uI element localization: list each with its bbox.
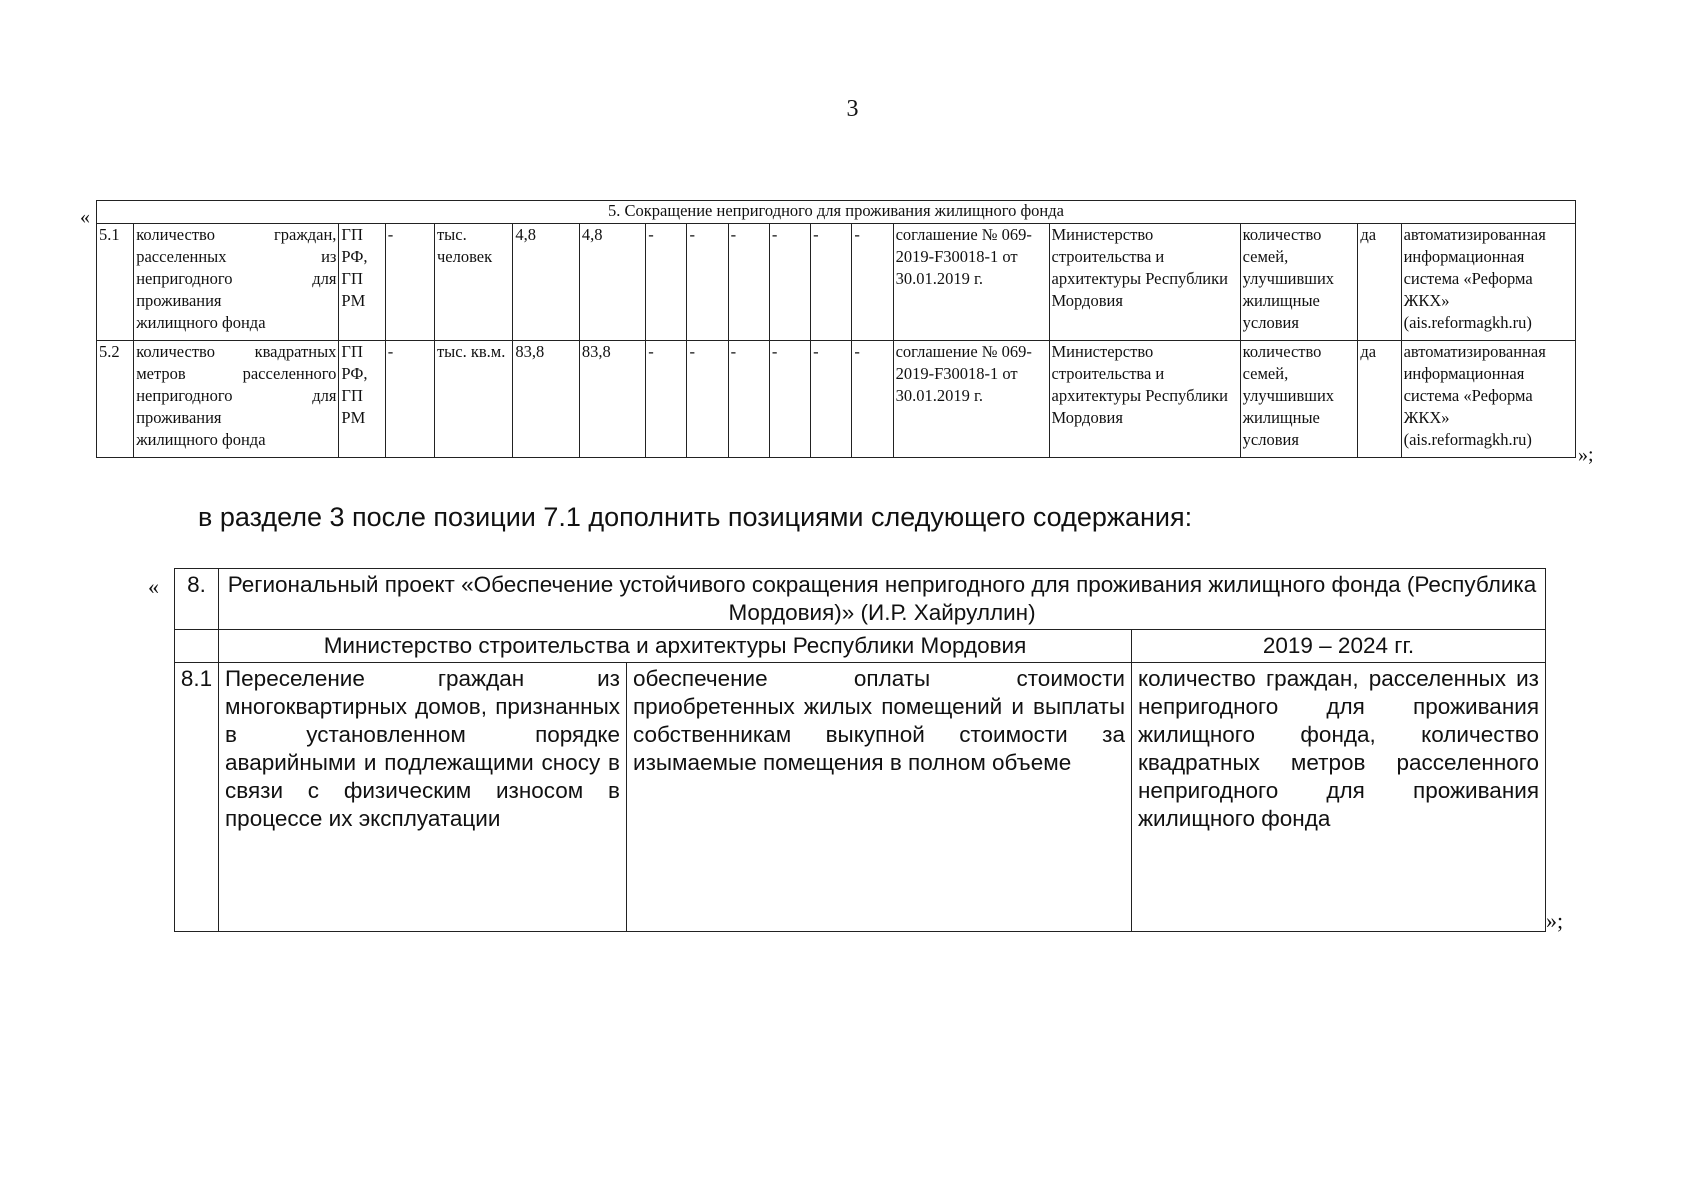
page-number: 3 [846,96,859,122]
year-cell: - [852,341,893,458]
indicator-name: количество квадратных метров расселенного непригодного для проживания жилищного фонда [134,341,339,458]
level: ГП РФ, ГП РМ [339,341,385,458]
indicator-name: количество граждан, расселенных из непригодного для проживания жилищного фонда [134,224,339,341]
indicator: количество граждан, расселенных из непригодного для проживания жилищного фонда, количество квадратных метров расселенного непригодного для проживания жилищного фонда [1132,663,1546,932]
flag: да [1358,341,1401,458]
level: ГП РФ, ГП РМ [339,224,385,341]
row-number: 5.1 [97,224,134,341]
ministry: Министерство строительства и архитектуры Республики Мордовия [219,630,1132,663]
year-cell: - [646,341,687,458]
year-cell: - [769,341,810,458]
opening-quote: « [148,574,159,599]
result: обеспечение оплаты стоимости приобретенных жилых помещений и выплаты собственникам выкупной стоимости за изымаемые помещения в полном объеме [627,663,1132,932]
project-table [174,568,1546,932]
unit: тыс. кв.м. [434,341,512,458]
info-system: автоматизированная информационная система «Реформа ЖКХ» (ais.reformagkh.ru) [1401,224,1575,341]
base-value: 83,8 [513,341,579,458]
section-row [97,201,1576,224]
table-row [175,663,1546,932]
task: Переселение граждан из многоквартирных домов, признанных в установленном порядке аварийными и подлежащими сносу в связи с физическим износом в процессе их эксплуатации [219,663,627,932]
base-value: 4,8 [513,224,579,341]
project-title: Региональный проект «Обеспечение устойчивого сокращения непригодного для проживания жилищного фонда (Республика Мордовия)» (И.Р. Хайруллин) [219,569,1546,630]
project-number: 8. [175,569,219,630]
year-cell: - [687,341,728,458]
row-number: 5.2 [97,341,134,458]
target-value: 83,8 [579,341,645,458]
closing-quote: »; [1578,444,1594,466]
table-row [97,341,1576,458]
responsible: Министерство строительства и архитектуры Республики Мордовия [1049,224,1240,341]
header-row [175,630,1546,663]
year-cell: - [687,224,728,341]
indicator-2: количество семей, улучшивших жилищные условия [1240,224,1358,341]
section-title: 5. Сокращение непригодного для проживания жилищного фонда [97,201,1576,224]
unit: тыс. человек [434,224,512,341]
year-cell: - [852,224,893,341]
closing-quote: »; [1546,908,1564,933]
year-cell: - [728,224,769,341]
indicators-table [96,200,1576,458]
year-cell: - [728,341,769,458]
period: 2019 – 2024 гг. [1132,630,1546,663]
flag: да [1358,224,1401,341]
year-cell: - [646,224,687,341]
dash-cell: - [385,224,434,341]
target-value: 4,8 [579,224,645,341]
year-cell: - [811,224,852,341]
dash-cell: - [385,341,434,458]
intro-text: в разделе 3 после позиции 7.1 дополнить позициями следующего содержания: [198,502,1193,532]
table-row [97,224,1576,341]
opening-quote: « [80,206,90,228]
document: соглашение № 069-2019-F30018-1 от 30.01.2019 г. [893,224,1049,341]
indicator-2: количество семей, улучшивших жилищные условия [1240,341,1358,458]
row-number: 8.1 [175,663,219,932]
year-cell: - [769,224,810,341]
project-row [175,569,1546,630]
empty-cell [175,630,219,663]
info-system: автоматизированная информационная система «Реформа ЖКХ» (ais.reformagkh.ru) [1401,341,1575,458]
document: соглашение № 069-2019-F30018-1 от 30.01.2019 г. [893,341,1049,458]
year-cell: - [811,341,852,458]
responsible: Министерство строительства и архитектуры Республики Мордовия [1049,341,1240,458]
